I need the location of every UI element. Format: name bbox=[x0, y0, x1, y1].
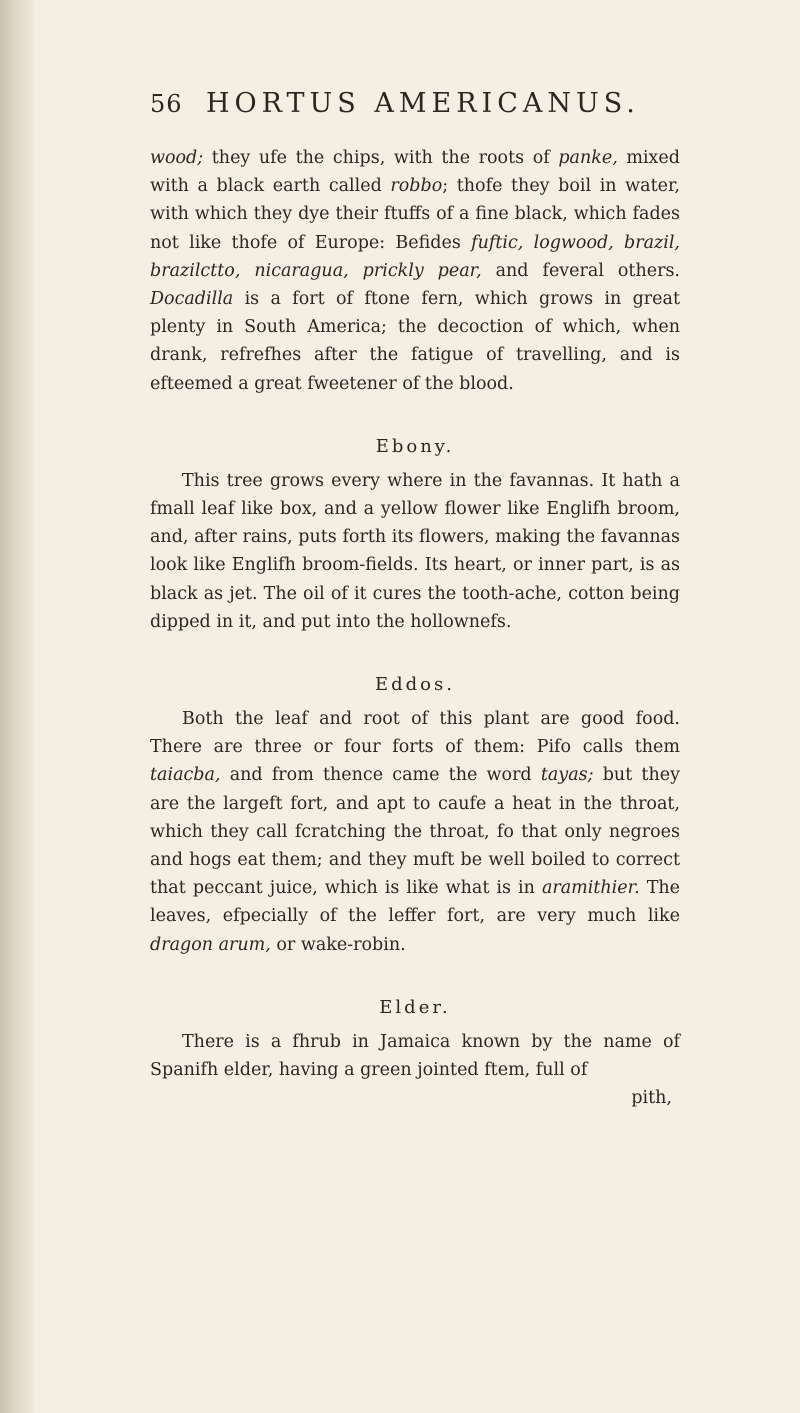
italic-run: fuftic, logwood, brazil, brazilctto, nicaragua, prickly pear, bbox=[150, 232, 680, 281]
section-heading: Eddos. bbox=[375, 674, 455, 696]
text-run: mixed with a black earth called bbox=[150, 148, 680, 197]
text-run: The leaves, efpecially of the leffer fort, are very much like bbox=[150, 878, 680, 927]
running-head bbox=[150, 88, 680, 128]
italic-run: aramithier. bbox=[541, 878, 640, 899]
italic-run: taiacba, bbox=[150, 765, 221, 786]
text-run: and from thence came the word bbox=[220, 765, 541, 786]
section-ebony bbox=[150, 436, 680, 636]
text-run: but they are the largeft fort, and apt to caufe a heat in the throat, which they call fcratching the throat, fo that only negroes and hogs eat them; and they muft be well boiled to correct that peccant juice, which is like what is in bbox=[150, 765, 680, 899]
italic-run: wood; bbox=[150, 148, 204, 168]
book-page bbox=[150, 88, 680, 1112]
text-run: ; thofe they boil in water, with which they dye their ftuffs of a fine black, which fades not like thofe of Europe: Befides bbox=[150, 176, 680, 253]
paragraph bbox=[150, 467, 680, 636]
italic-run: Docadilla bbox=[150, 289, 234, 310]
catchword: pith, bbox=[631, 1088, 672, 1109]
running-title: HORTUS AMERICANUS. bbox=[206, 88, 640, 119]
text-run: Both the leaf and root of this plant are good food. There are three or four forts of them: Pifo calls them bbox=[150, 709, 680, 758]
text-run: There is a fhrub in Jamaica known by the name of Spanifh elder, having a green jointed ftem, full of bbox=[150, 1031, 680, 1081]
section-heading: Ebony. bbox=[375, 435, 455, 457]
italic-run: dragon arum, bbox=[150, 934, 271, 955]
section-elder bbox=[150, 997, 680, 1084]
text-run: This tree grows every where in the favannas. It hath a fmall leaf like box, and a yellow flower like Englifh broom, and, after rains, puts forth its flowers, making the favannas look like Englifh broom-fields. Its heart, or inner part, is as black as jet. The oil of it cures the tooth-ache, cotton being dipped in it, and put into the hollownefs. bbox=[150, 470, 680, 632]
section-eddos bbox=[150, 674, 680, 959]
section-continued bbox=[150, 144, 680, 398]
italic-run: robbo bbox=[390, 176, 443, 197]
paragraph bbox=[150, 705, 680, 959]
paragraph bbox=[150, 144, 680, 398]
italic-run: panke, bbox=[558, 148, 618, 168]
text-run: or wake-robin. bbox=[270, 934, 406, 955]
italic-run: tayas; bbox=[540, 765, 594, 786]
book-gutter bbox=[0, 0, 34, 1413]
text-run: and feveral others. bbox=[481, 260, 680, 281]
text-run: they ufe the chips, with the roots of bbox=[203, 148, 559, 168]
section-heading: Elder. bbox=[379, 996, 451, 1018]
text-run: is a fort of ftone fern, which grows in great plenty in South America; the decoction of which, when drank, refrefhes after the fatigue of travelling, and is efteemed a great fweetener of the blood. bbox=[150, 289, 680, 394]
paragraph bbox=[150, 1028, 680, 1084]
page-number: 56 bbox=[150, 90, 183, 118]
